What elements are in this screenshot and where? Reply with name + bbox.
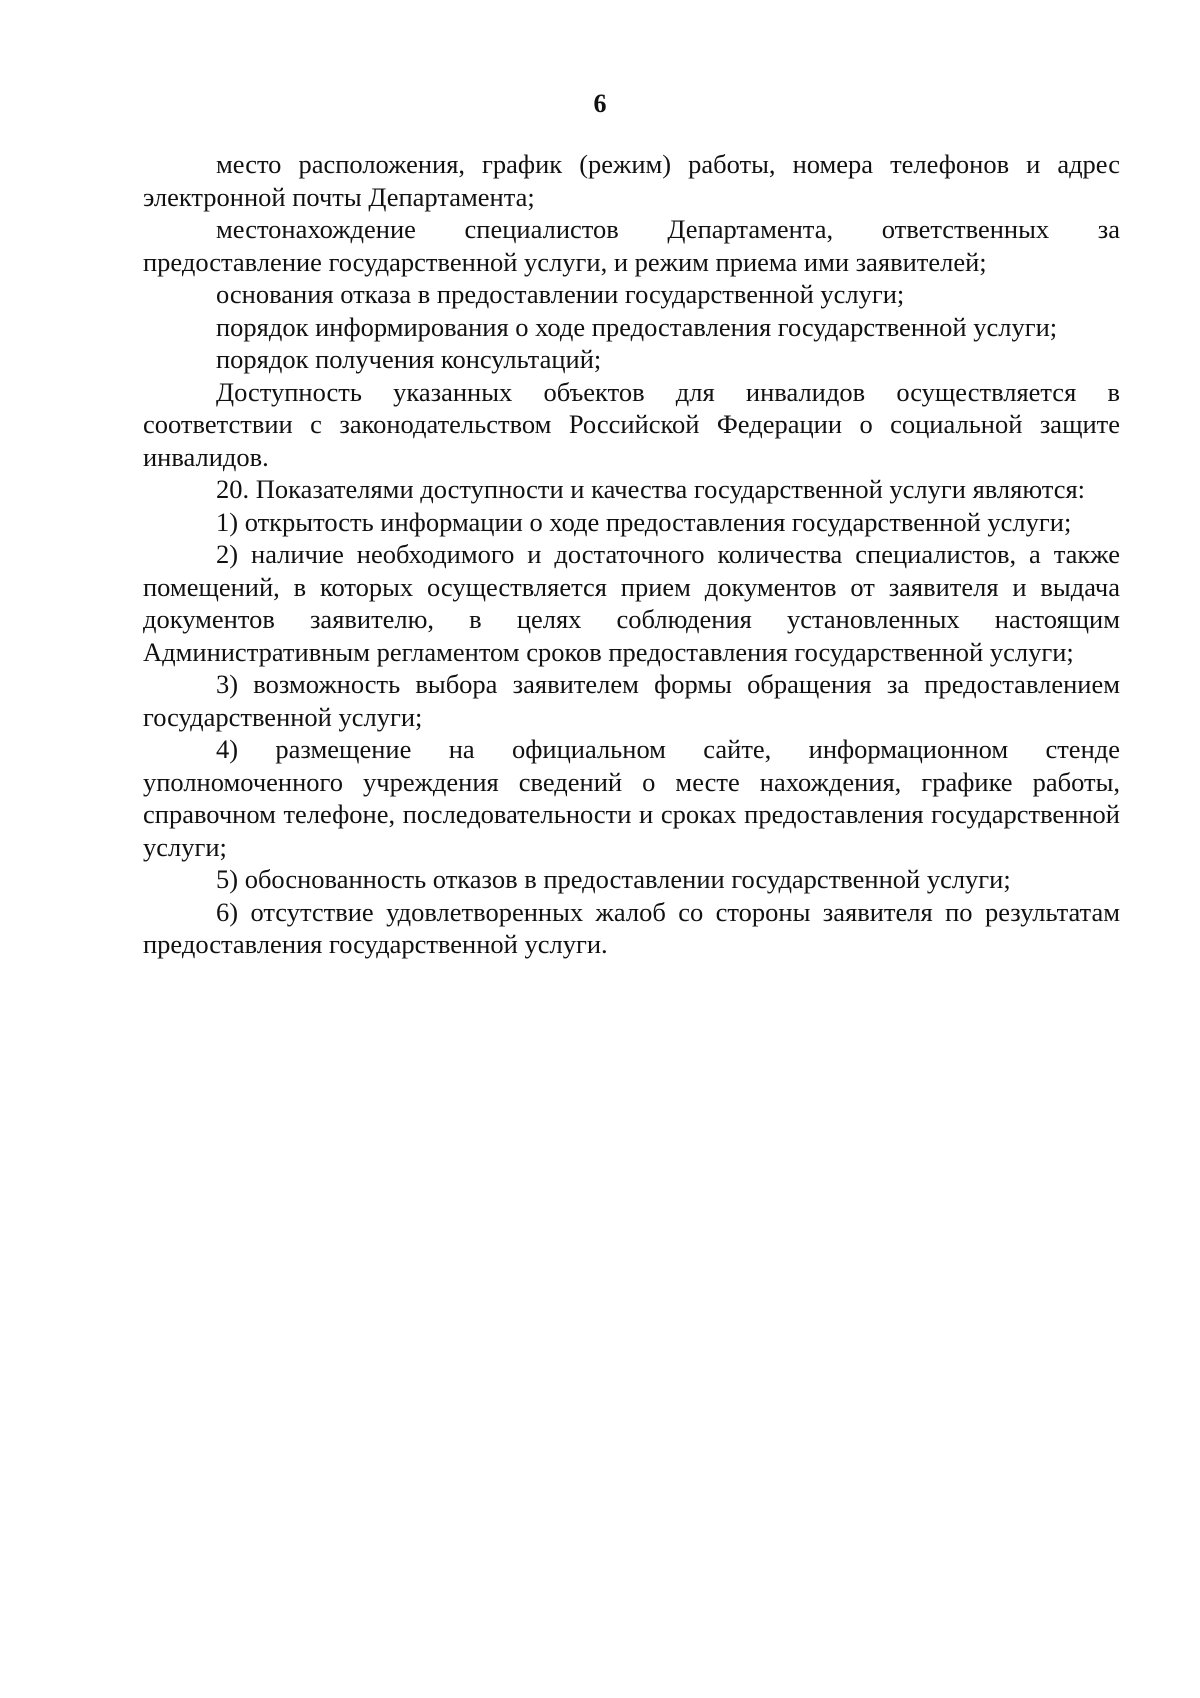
list-item-2: 2) наличие необходимого и достаточного количества специалистов, а также помещений, в которых осуществляется прием документов от заявителя и выдача документов заявителю, в целях соблюдения установленных настоящим Административным регламентом сроков предоставления государственной услуги; [143, 539, 1120, 667]
paragraph-information-procedure: порядок информирования о ходе предоставления государственной услуги; [216, 311, 1058, 342]
list-item-3: 3) возможность выбора заявителем формы обращения за предоставлением государственной услуги; [143, 669, 1120, 732]
list-item-5: 5) обоснованность отказов в предоставлении государственной услуги; [216, 864, 1011, 894]
list-item-6: 6) отсутствие удовлетворенных жалоб со стороны заявителя по результатам предоставления государственной услуги. [143, 896, 1120, 959]
document-body [143, 148, 1120, 961]
paragraph-department-location: место расположения, график (режим) работы, номера телефонов и адрес электронной почты Департамента; [143, 149, 1120, 212]
paragraph-section-20: 20. Показателями доступности и качества государственной услуги являются: [216, 474, 1086, 504]
paragraph-consultation-procedure: порядок получения консультаций; [216, 344, 602, 374]
paragraph-refusal-grounds: основания отказа в предоставлении государственной услуги; [216, 279, 905, 309]
list-item-1: 1) открытость информации о ходе предоставления государственной услуги; [216, 506, 1072, 537]
page-number: 6 [593, 89, 607, 118]
paragraph-accessibility: Доступность указанных объектов для инвалидов осуществляется в соответствии с законодательством Российской Федерации о социальной защите инвалидов. [143, 376, 1120, 472]
paragraph-specialists-location: местонахождение специалистов Департамента, ответственных за предоставление государственной услуги, и режим приема ими заявителей; [143, 214, 1120, 277]
list-item-4: 4) размещение на официальном сайте, информационном стенде уполномоченного учреждения сведений о месте нахождения, графике работы, справочном телефоне, последовательности и сроках предоставления государственной услуги; [143, 734, 1120, 862]
